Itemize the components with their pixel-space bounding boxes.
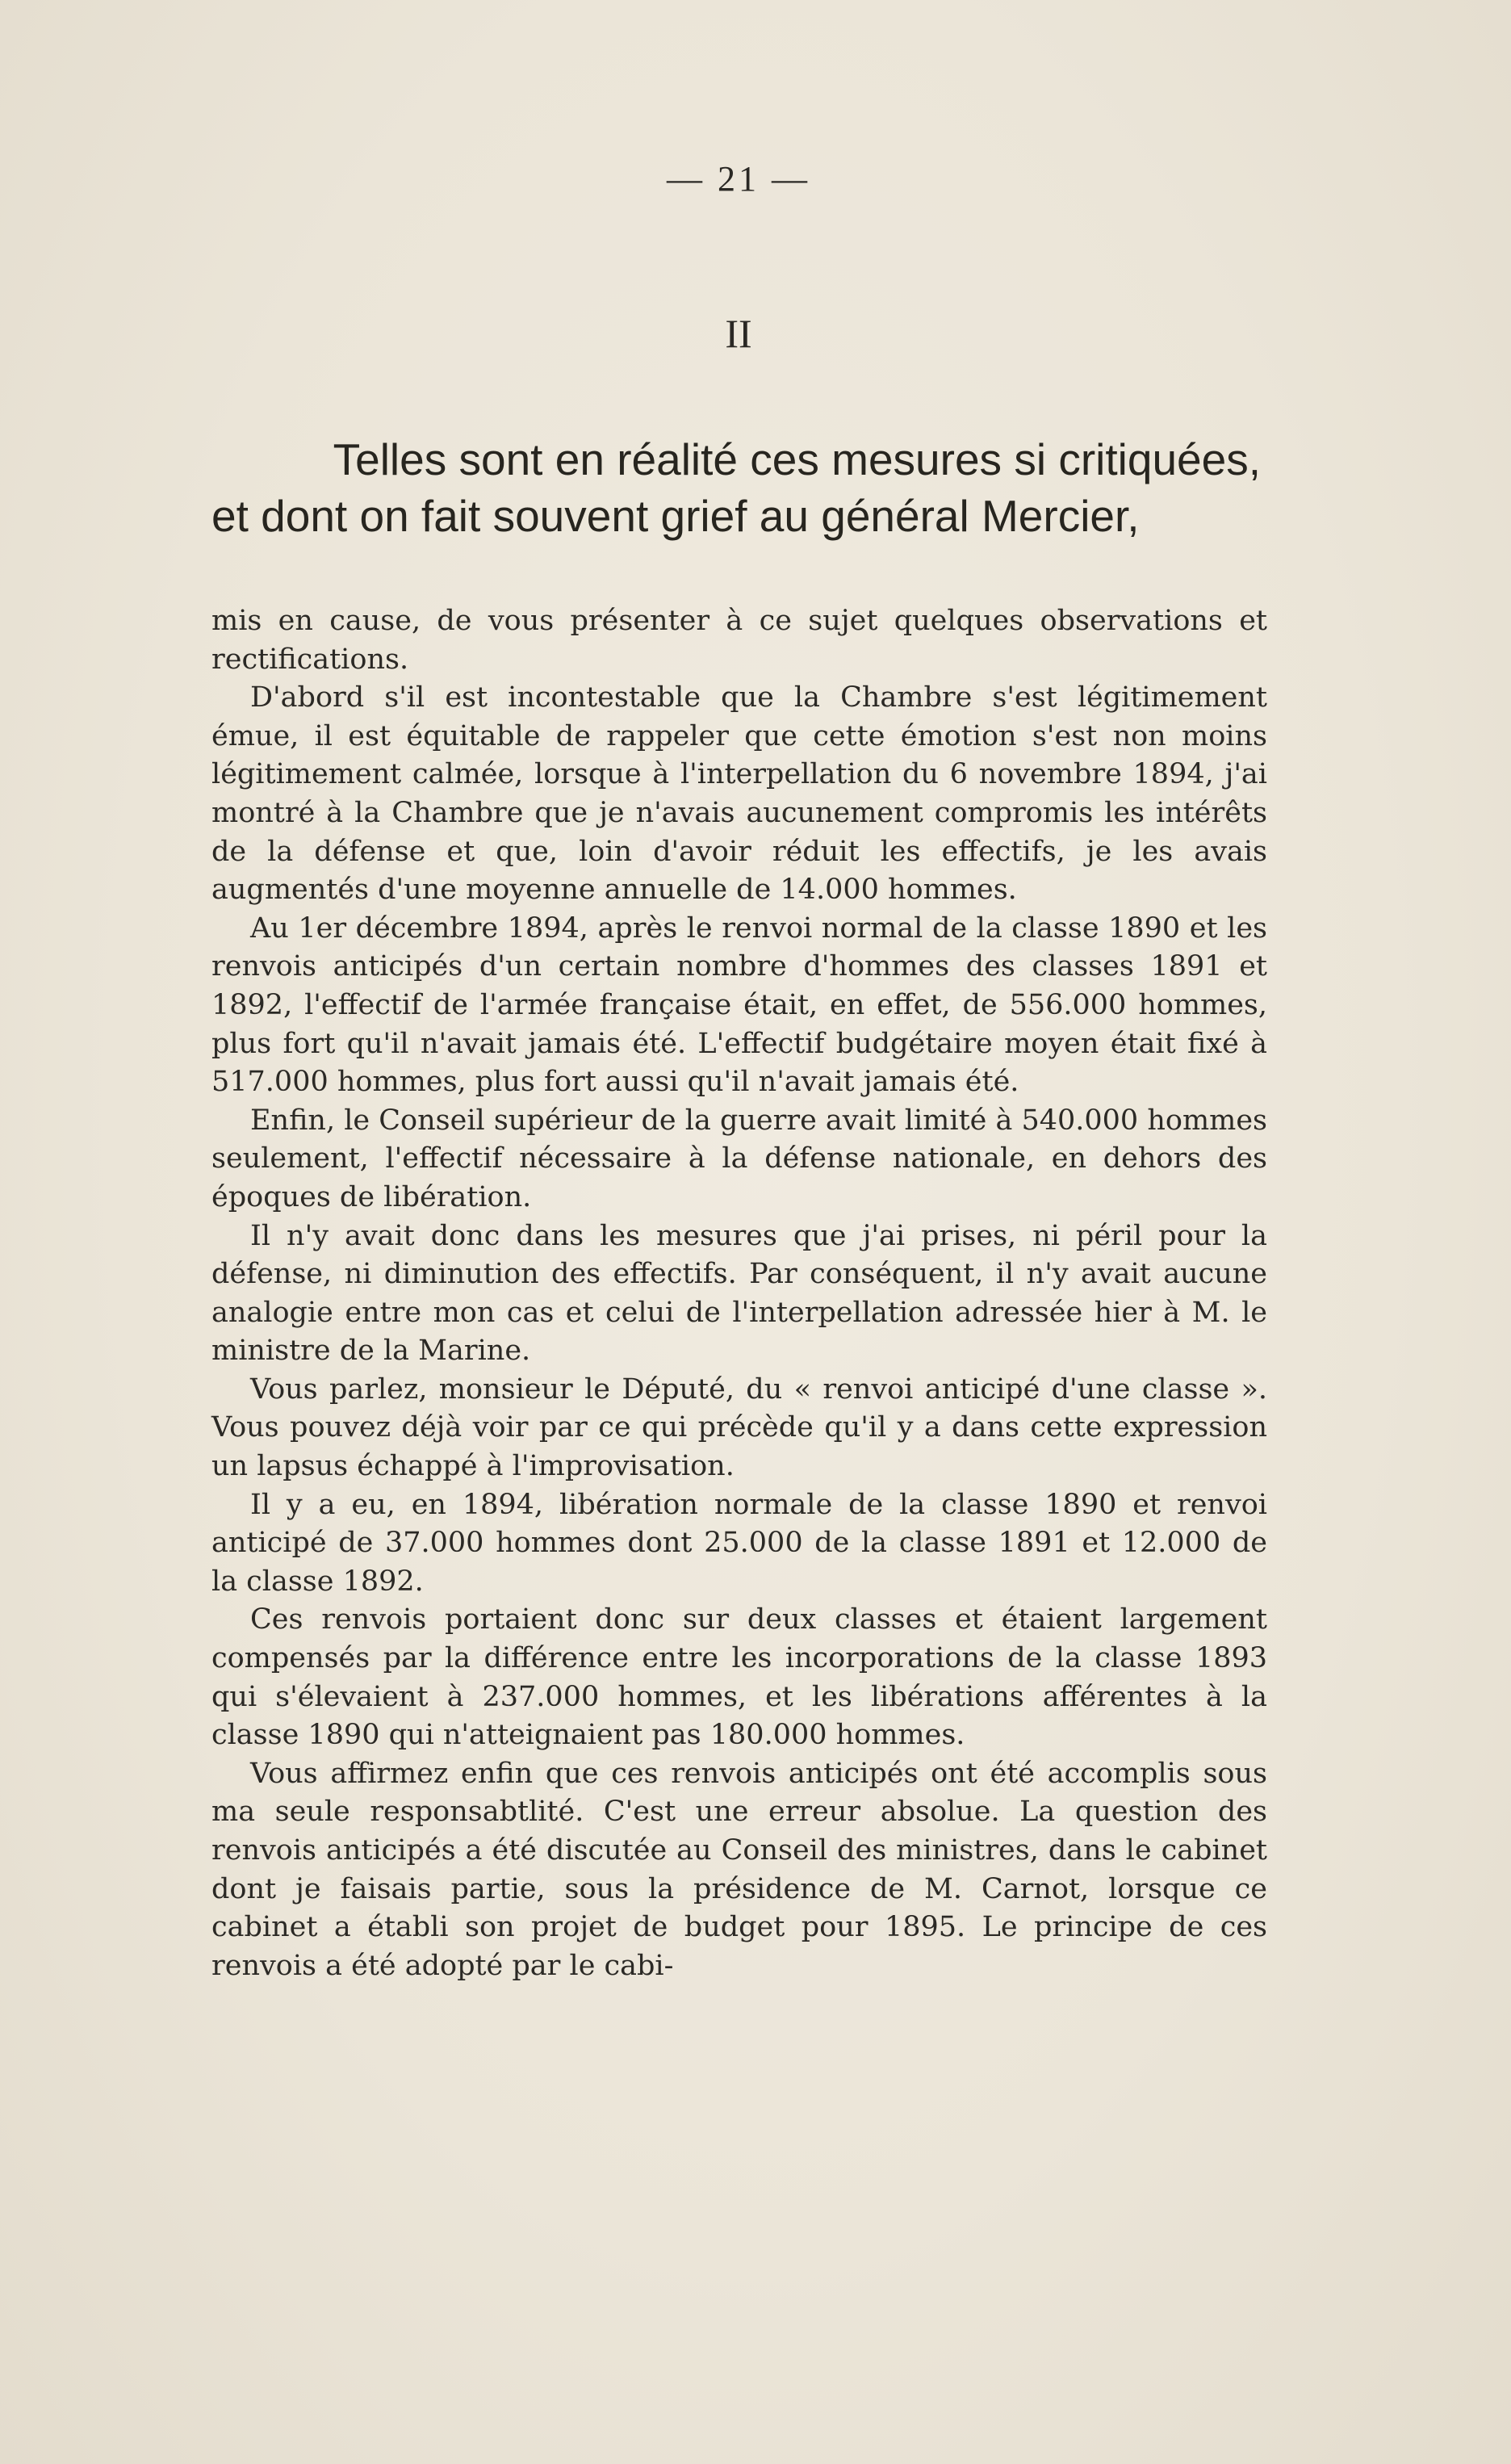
paragraph: Enfin, le Conseil supérieur de la guerre avait limité à 540.000 hommes seulement, l'effectif nécessaire à la défense nationale, en dehors des époques de libération. [211,1104,1267,1213]
paragraph: Ces renvois portaient donc sur deux classes et étaient largement compensés par la différence entre les incorporations de la classe 1893 qui s'élevaient à 237.000 hommes, et les libérations afférentes à la classe 1890 qui n'atteignaient pas 180.000 hommes. [211,1603,1267,1752]
paragraph: mis en cause, de vous présenter à ce sujet quelques observations et rectifications. [211,605,1267,676]
section-heading [211,431,1261,544]
section-number: II [725,311,752,356]
page-number: — 21 — [667,159,810,199]
body-text [211,602,1267,1985]
paragraph: Au 1er décembre 1894, après le renvoi normal de la classe 1890 et les renvois anticipés d'un certain nombre d'hommes des classes 1891 et 1892, l'effectif de l'armée française était, en effet, de 556.000 hommes, plus fort qu'il n'avait jamais été. L'effectif budgétaire moyen était fixé à 517.000 hommes, plus fort aussi qu'il n'avait jamais été. [211,911,1267,1099]
paragraph: Vous parlez, monsieur le Député, du « renvoi anticipé d'une classe ». Vous pouvez déjà voir par ce qui précède qu'il y a dans cette expression un lapsus échappé à l'improvisation. [211,1372,1267,1483]
heading-line-2: et dont on fait souvent grief au général Mercier, [211,491,1140,541]
paragraph: D'abord s'il est incontestable que la Chambre s'est légitimement émue, il est équitable de rappeler que cette émotion s'est non moins légitimement calmée, lorsque à l'interpellation du 6 novembre 1894, j'ai montré à la Chambre que je n'avais aucunement compromis les intérêts de la défense et que, loin d'avoir réduit les effectifs, je les avais augmentés d'une moyenne annuelle de 14.000 hommes. [211,681,1267,907]
paragraph: Il n'y avait donc dans les mesures que j'ai prises, ni péril pour la défense, ni diminution des effectifs. Par conséquent, il n'y avait aucune analogie entre mon cas et celui de l'interpellation adressée hier à M. le ministre de la Marine. [211,1219,1267,1368]
paragraph: Il y a eu, en 1894, libération normale de la classe 1890 et renvoi anticipé de 37.000 hommes dont 25.000 de la classe 1891 et 12.000 de la classe 1892. [211,1488,1267,1598]
heading-line-1: Telles sont en réalité ces mesures si critiquées, [333,434,1261,484]
paragraph: Vous affirmez enfin que ces renvois anticipés ont été accomplis sous ma seule responsabtlité. C'est une erreur absolue. La question des renvois anticipés a été discutée au Conseil des ministres, dans le cabinet dont je faisais partie, sous la présidence de M. Carnot, lorsque ce cabinet a établi son projet de budget pour 1895. Le principe de ces renvois a été adopté par le cabi- [211,1757,1267,1982]
